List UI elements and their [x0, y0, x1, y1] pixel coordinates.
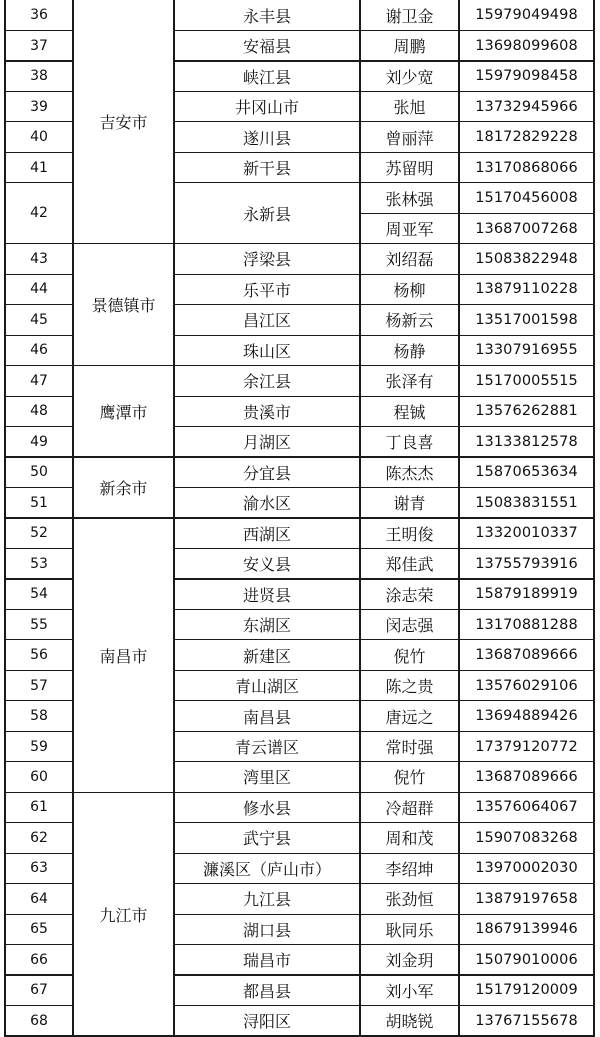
grid-line-horizontal [174, 274, 595, 275]
grid-line-horizontal [174, 182, 595, 183]
row-index: 36 [30, 7, 48, 24]
contact-name: 丁良喜 [385, 433, 434, 453]
county-cell: 余江县 [242, 372, 291, 392]
row-index: 37 [30, 37, 48, 54]
county-cell: 永丰县 [242, 6, 291, 26]
grid-line-horizontal [5, 152, 74, 153]
county-cell: 贵溪市 [242, 402, 291, 422]
contact-name: 倪竹 [393, 646, 426, 666]
city-cell: 景德镇市 [91, 296, 156, 316]
grid-line-vertical [72, 0, 73, 1037]
grid-line-horizontal [5, 731, 74, 732]
contact-phone: 15083831551 [475, 494, 578, 511]
row-index: 52 [30, 525, 48, 542]
grid-line-horizontal [174, 761, 595, 762]
contact-phone: 13694889426 [475, 708, 578, 725]
grid-line-horizontal [174, 487, 595, 488]
row-index: 38 [30, 68, 48, 85]
contact-phone: 13687007268 [475, 220, 578, 237]
contact-name: 刘小军 [385, 981, 434, 1001]
contact-name: 周亚军 [385, 220, 434, 240]
grid-line-horizontal [5, 700, 74, 701]
grid-line-horizontal [5, 578, 74, 579]
county-cell: 珠山区 [242, 341, 291, 361]
grid-line-horizontal [174, 914, 595, 915]
grid-line-horizontal [5, 243, 595, 244]
grid-line-horizontal [174, 548, 595, 549]
grid-line-horizontal [174, 304, 595, 305]
county-cell: 井冈山市 [234, 98, 299, 118]
city-cell: 新余市 [99, 479, 148, 499]
contact-phone: 13307916955 [475, 342, 578, 359]
row-index: 68 [30, 1012, 48, 1029]
contact-phone: 13170868066 [475, 159, 578, 176]
grid-line-horizontal [5, 822, 74, 823]
grid-line-horizontal [5, 1035, 595, 1036]
row-index: 61 [30, 799, 48, 816]
grid-line-horizontal [174, 426, 595, 427]
contact-name: 杨静 [393, 341, 426, 361]
grid-line-horizontal [174, 609, 595, 610]
city-cell: 南昌市 [99, 646, 148, 666]
county-cell: 渝水区 [242, 494, 291, 514]
contact-phone: 15083822948 [475, 250, 578, 267]
county-cell: 瑞昌市 [242, 951, 291, 971]
row-index: 57 [30, 677, 48, 694]
grid-line-horizontal [5, 883, 74, 884]
county-cell: 安义县 [242, 555, 291, 575]
contact-name: 郑佳武 [385, 555, 434, 575]
row-index: 47 [30, 372, 48, 389]
contact-phone: 13879110228 [475, 281, 578, 298]
contact-phone: 15979049498 [475, 7, 578, 24]
grid-line-horizontal [174, 731, 595, 732]
grid-line-horizontal [5, 30, 74, 31]
row-index: 53 [30, 555, 48, 572]
contact-name: 耿同乐 [385, 920, 434, 940]
row-index: 60 [30, 768, 48, 785]
contact-phone: 13576262881 [475, 403, 578, 420]
row-index: 63 [30, 860, 48, 877]
contact-name: 张林强 [385, 189, 434, 209]
contact-phone: 13732945966 [475, 98, 578, 115]
contact-phone: 13767155678 [475, 1012, 578, 1029]
grid-line-horizontal [5, 1005, 74, 1006]
contact-name: 谢青 [393, 494, 426, 514]
grid-line-horizontal [174, 30, 595, 31]
grid-line-horizontal [5, 60, 74, 61]
grid-line-horizontal [360, 213, 595, 214]
grid-line-horizontal [5, 792, 595, 793]
contact-name: 程铖 [393, 402, 426, 422]
contact-phone: 13133812578 [475, 433, 578, 450]
grid-line-vertical [593, 0, 594, 1037]
contact-name: 周和茂 [385, 829, 434, 849]
contact-name: 张劲恒 [385, 890, 434, 910]
contact-phone: 13970002030 [475, 860, 578, 877]
row-index: 42 [30, 205, 48, 222]
county-cell: 青云谱区 [234, 738, 299, 758]
row-index: 50 [30, 464, 48, 481]
contact-phone: 13576029106 [475, 677, 578, 694]
contact-name: 常时强 [385, 738, 434, 758]
row-index: 45 [30, 311, 48, 328]
grid-line-horizontal [5, 548, 74, 549]
grid-line-horizontal [174, 1005, 595, 1006]
contact-phone: 13320010337 [475, 525, 578, 542]
grid-line-vertical [458, 0, 459, 1037]
grid-line-horizontal [5, 914, 74, 915]
grid-line-horizontal [5, 487, 74, 488]
county-cell: 分宜县 [242, 463, 291, 483]
row-index: 55 [30, 616, 48, 633]
grid-line-vertical [173, 0, 174, 1037]
county-cell: 西湖区 [242, 524, 291, 544]
contact-name: 周鹏 [393, 37, 426, 57]
county-cell: 武宁县 [242, 829, 291, 849]
grid-line-horizontal [5, 670, 74, 671]
grid-line-horizontal [174, 121, 595, 122]
contact-name: 冷超群 [385, 798, 434, 818]
city-cell: 九江市 [99, 905, 148, 925]
row-index: 40 [30, 129, 48, 146]
county-cell: 东湖区 [242, 616, 291, 636]
county-cell: 乐平市 [242, 280, 291, 300]
contact-name: 刘绍磊 [385, 250, 434, 270]
row-index: 49 [30, 433, 48, 450]
grid-line-horizontal [5, 944, 74, 945]
grid-line-horizontal [174, 335, 595, 336]
contact-phone: 13755793916 [475, 555, 578, 572]
county-cell: 进贤县 [242, 585, 291, 605]
contact-name: 谢卫金 [385, 6, 434, 26]
contact-name: 张泽有 [385, 372, 434, 392]
county-cell: 青山湖区 [234, 677, 299, 697]
grid-line-horizontal [174, 152, 595, 153]
grid-line-horizontal [5, 974, 74, 975]
county-cell: 九江县 [242, 890, 291, 910]
grid-line-horizontal [5, 456, 595, 457]
contact-name: 倪竹 [393, 768, 426, 788]
contact-phone: 13576064067 [475, 799, 578, 816]
contact-name: 王明俊 [385, 524, 434, 544]
contact-name: 胡晓锐 [385, 1012, 434, 1032]
grid-line-horizontal [174, 670, 595, 671]
contact-name: 李绍坤 [385, 859, 434, 879]
grid-line-horizontal [174, 639, 595, 640]
row-index: 56 [30, 647, 48, 664]
county-cell: 安福县 [242, 37, 291, 57]
county-cell: 永新县 [242, 204, 291, 224]
county-cell: 昌江区 [242, 311, 291, 331]
row-index: 54 [30, 586, 48, 603]
row-index: 41 [30, 159, 48, 176]
contact-name: 杨新云 [385, 311, 434, 331]
row-index: 59 [30, 738, 48, 755]
contact-phone: 15170456008 [475, 190, 578, 207]
county-cell: 月湖区 [242, 433, 291, 453]
contact-name: 涂志荣 [385, 585, 434, 605]
contact-phone: 15179120009 [475, 982, 578, 999]
row-index: 39 [30, 98, 48, 115]
grid-line-horizontal [5, 853, 74, 854]
grid-line-horizontal [174, 944, 595, 945]
row-index: 46 [30, 342, 48, 359]
grid-line-horizontal [174, 883, 595, 884]
grid-line-horizontal [174, 60, 595, 61]
row-index: 66 [30, 951, 48, 968]
contact-name: 苏留明 [385, 159, 434, 179]
grid-line-horizontal [5, 761, 74, 762]
row-index: 58 [30, 708, 48, 725]
contact-name: 闵志强 [385, 616, 434, 636]
grid-line-horizontal [174, 396, 595, 397]
contact-name: 陈之贵 [385, 677, 434, 697]
contact-phone: 15079010006 [475, 951, 578, 968]
grid-line-vertical [4, 0, 5, 1037]
grid-line-horizontal [5, 335, 74, 336]
row-index: 43 [30, 250, 48, 267]
contact-phone: 15879189919 [475, 586, 578, 603]
contact-phone: 13170881288 [475, 616, 578, 633]
grid-line-horizontal [174, 91, 595, 92]
grid-line-horizontal [5, 121, 74, 122]
grid-line-horizontal [174, 700, 595, 701]
county-cell: 南昌县 [242, 707, 291, 727]
county-cell: 峡江县 [242, 67, 291, 87]
contact-name: 曾丽萍 [385, 128, 434, 148]
row-index: 65 [30, 921, 48, 938]
grid-line-horizontal [5, 304, 74, 305]
contact-phone: 13687089666 [475, 768, 578, 785]
contact-phone: 15870653634 [475, 464, 578, 481]
county-cell: 遂川县 [242, 128, 291, 148]
contact-phone: 18172829228 [475, 129, 578, 146]
city-cell: 吉安市 [99, 113, 148, 133]
county-cell: 修水县 [242, 798, 291, 818]
contact-name: 刘金玥 [385, 951, 434, 971]
grid-line-horizontal [174, 578, 595, 579]
contact-name: 杨柳 [393, 280, 426, 300]
grid-line-vertical [359, 0, 360, 1037]
row-index: 44 [30, 281, 48, 298]
contact-phone: 13698099608 [475, 37, 578, 54]
grid-line-horizontal [5, 426, 74, 427]
contact-phone: 15170005515 [475, 372, 578, 389]
grid-line-horizontal [5, 91, 74, 92]
contact-phone: 13687089666 [475, 647, 578, 664]
county-cell: 湖口县 [242, 920, 291, 940]
county-cell: 新建区 [242, 646, 291, 666]
county-cell: 都昌县 [242, 981, 291, 1001]
contact-phone: 13517001598 [475, 311, 578, 328]
county-cell: 濂溪区（庐山市） [202, 859, 331, 879]
grid-line-horizontal [5, 517, 595, 518]
county-cell: 湾里区 [242, 768, 291, 788]
contact-phone: 18679139946 [475, 921, 578, 938]
grid-line-horizontal [5, 609, 74, 610]
grid-line-horizontal [5, 396, 74, 397]
contact-phone: 17379120772 [475, 738, 578, 755]
grid-line-horizontal [5, 274, 74, 275]
contact-phone: 15907083268 [475, 829, 578, 846]
county-cell: 浮梁县 [242, 250, 291, 270]
grid-line-horizontal [5, 365, 595, 366]
contact-name: 张旭 [393, 98, 426, 118]
grid-line-horizontal [5, 639, 74, 640]
grid-line-horizontal [174, 974, 595, 975]
row-index: 67 [30, 982, 48, 999]
city-cell: 鹰潭市 [99, 402, 148, 422]
county-cell: 浔阳区 [242, 1012, 291, 1032]
grid-line-horizontal [174, 822, 595, 823]
grid-line-horizontal [5, 182, 74, 183]
row-index: 51 [30, 494, 48, 511]
contact-phone: 15979098458 [475, 68, 578, 85]
contact-name: 陈杰杰 [385, 463, 434, 483]
row-index: 62 [30, 829, 48, 846]
county-cell: 新干县 [242, 159, 291, 179]
contact-name: 唐远之 [385, 707, 434, 727]
contact-name: 刘少宽 [385, 67, 434, 87]
contact-phone: 13879197658 [475, 890, 578, 907]
row-index: 48 [30, 403, 48, 420]
row-index: 64 [30, 890, 48, 907]
grid-line-horizontal [174, 853, 595, 854]
